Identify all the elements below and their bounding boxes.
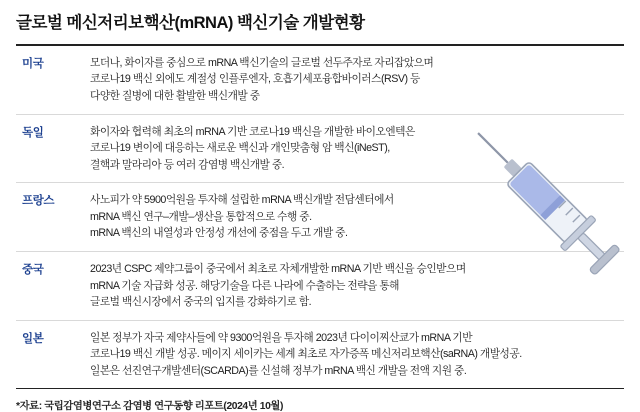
table-row <box>16 320 624 389</box>
row-country-label: 독일 <box>22 126 44 139</box>
detail-line: mRNA 백신의 내열성과 안정성 개선에 중점을 두고 개발 중. <box>90 227 348 240</box>
row-detail <box>84 183 624 252</box>
page-title: 글로벌 메신저리보핵산(mRNA) 백신기술 개발현황 <box>16 14 365 32</box>
detail-line: 화이자와 협력해 최초의 mRNA 기반 코로나19 백신을 개발한 바이오엔텍은 <box>90 125 415 138</box>
row-country-label: 중국 <box>22 264 44 276</box>
row-detail <box>84 46 624 114</box>
row-country-label: 일본 <box>22 332 44 345</box>
detail-line: 사노피가 약 5900억원을 투자해 설립한 mRNA 백신개발 전담센터에서 <box>90 194 394 207</box>
detail-line: 일본은 선진연구개발센터(SCARDA)를 신설해 정부가 mRNA 백신 개발을 전액 지원 중. <box>90 364 467 377</box>
detail-line: 다양한 질병에 대한 활발한 백신개발 중 <box>90 89 260 102</box>
detail-line: 글로벌 백신시장에서 중국의 입지를 강화하기로 함. <box>90 296 312 309</box>
table-row <box>16 252 624 321</box>
detail-line: mRNA 백신 연구–개발–생산을 통합적으로 수행 중. <box>90 210 312 223</box>
detail-line: 2023년 CSPC 제약그룹이 중국에서 최초로 자체개발한 mRNA 기반 백신을 승인받으며 <box>90 263 466 275</box>
detail-line: 일본 정부가 자국 제약사들에 약 9300억원을 투자해 2023년 다이이찌산쿄가 mRNA 기반 <box>90 331 473 344</box>
country-status-table <box>16 46 624 390</box>
table-body <box>16 46 624 389</box>
row-detail <box>84 320 624 389</box>
row-detail <box>84 252 624 321</box>
detail-line: 코로나19 백신 외에도 계절성 인플루엔자, 호흡기세포융합바이러스(RSV) 등 <box>90 73 420 86</box>
detail-line: 코로나19 변이에 대응하는 새로운 백신과 개인맞춤형 암 백신(iNeST), <box>90 142 390 155</box>
table-row <box>16 46 624 114</box>
source-note: *자료: 국립감염병연구소 감염병 연구동향 리포트(2024년 10월) <box>16 401 283 412</box>
table-row <box>16 114 624 183</box>
detail-line: mRNA 기술 자급화 성공. 해당기술을 다른 나라에 수출하는 전략을 통해 <box>90 279 400 292</box>
row-country-label: 프랑스 <box>22 195 55 208</box>
row-detail <box>84 114 624 183</box>
detail-line: 코로나19 백신 개발 성공. 메이지 세이카는 세계 최초로 자가증폭 메신저리보핵산(saRNA) 개발성공. <box>90 348 522 361</box>
detail-line: 모더나, 화이자를 중심으로 mRNA 백신기술의 글로벌 선두주자로 자리잡았으며 <box>90 56 434 69</box>
detail-line: 결핵과 말라리아 등 여러 감염병 백신개발 중. <box>90 158 285 171</box>
row-country-label: 미국 <box>22 57 44 70</box>
table-row <box>16 183 624 252</box>
